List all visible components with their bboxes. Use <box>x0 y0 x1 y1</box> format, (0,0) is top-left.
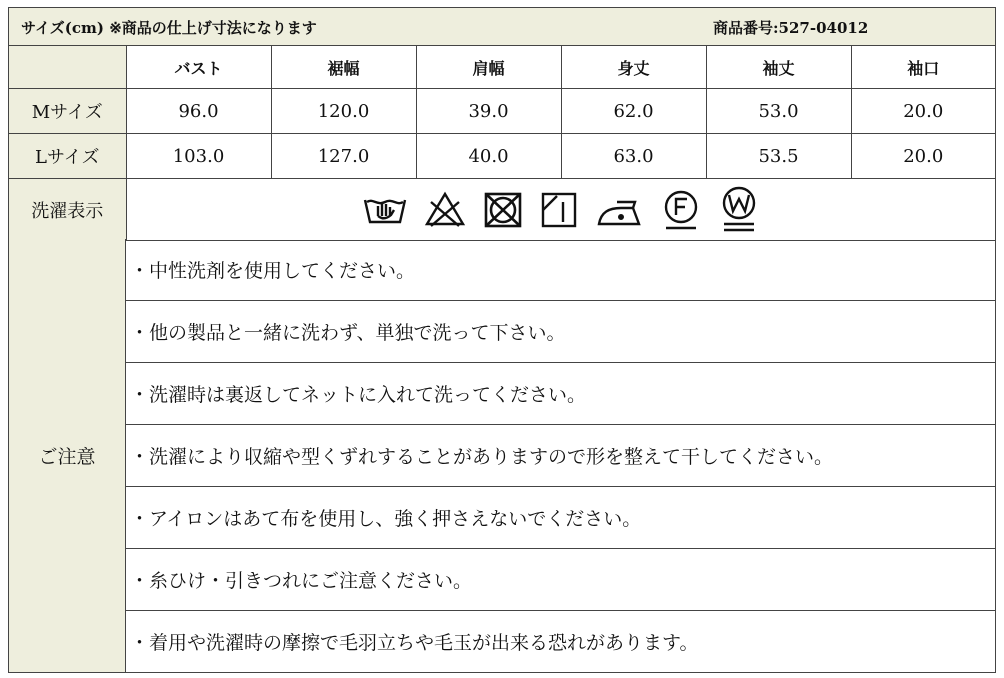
list-item: ・アイロンはあて布を使用し、強く押さえないでください。 <box>126 487 995 549</box>
wash-icons-cell <box>126 179 995 241</box>
cell-value: 62.0 <box>561 89 706 134</box>
cell-value: 39.0 <box>416 89 561 134</box>
list-item: ・中性洗剤を使用してください。 <box>126 239 995 301</box>
list-item: ・洗濯時は裏返してネットに入れて洗ってください。 <box>126 363 995 425</box>
cell-value: 20.0 <box>851 134 995 179</box>
wash-label: 洗濯表示 <box>9 179 126 241</box>
wash-icons <box>127 184 996 236</box>
row-label-l: Lサイズ <box>9 134 126 179</box>
size-unit-note: サイズ(cm) ※商品の仕上げ寸法になります <box>21 19 317 37</box>
cell-value: 40.0 <box>416 134 561 179</box>
col-header-body-length: 身丈 <box>561 46 706 89</box>
corner-cell <box>9 46 126 89</box>
col-header-sleeve-length: 袖丈 <box>706 46 851 89</box>
no-tumble-dry-icon <box>481 190 525 230</box>
cell-value: 53.0 <box>706 89 851 134</box>
cell-value: 20.0 <box>851 89 995 134</box>
col-header-hem-width: 裾幅 <box>271 46 416 89</box>
cell-value: 103.0 <box>126 134 271 179</box>
dry-clean-f-icon <box>659 188 703 232</box>
cell-value: 53.5 <box>706 134 851 179</box>
col-header-cuff: 袖口 <box>851 46 995 89</box>
wet-clean-w-icon <box>717 184 761 236</box>
hand-wash-icon <box>361 190 409 230</box>
size-header-row <box>9 46 995 89</box>
size-care-sheet <box>8 7 996 673</box>
list-item: ・洗濯により収縮や型くずれすることがありますので形を整えて干してください。 <box>126 425 995 487</box>
cell-value: 120.0 <box>271 89 416 134</box>
cell-value: 96.0 <box>126 89 271 134</box>
size-table <box>9 46 995 241</box>
list-item: ・糸ひけ・引きつれにご注意ください。 <box>126 549 995 611</box>
table-row <box>9 134 995 179</box>
row-label-m: Mサイズ <box>9 89 126 134</box>
table-row <box>9 89 995 134</box>
header-bar <box>9 8 995 46</box>
product-number: 商品番号:527-04012 <box>713 19 869 37</box>
wash-row <box>9 179 995 241</box>
iron-low-icon <box>593 190 645 230</box>
col-header-shoulder-width: 肩幅 <box>416 46 561 89</box>
cell-value: 63.0 <box>561 134 706 179</box>
line-dry-shade-icon <box>539 190 579 230</box>
notes-label: ご注意 <box>9 239 126 672</box>
list-item: ・着用や洗濯時の摩擦で毛羽立ちや毛玉が出来る恐れがあります。 <box>130 632 699 654</box>
notes-section <box>9 239 995 672</box>
col-header-bust: バスト <box>126 46 271 89</box>
notes-list <box>126 239 995 672</box>
cell-value: 127.0 <box>271 134 416 179</box>
no-bleach-icon <box>423 190 467 230</box>
list-item: ・他の製品と一緒に洗わず、単独で洗って下さい。 <box>126 301 995 363</box>
